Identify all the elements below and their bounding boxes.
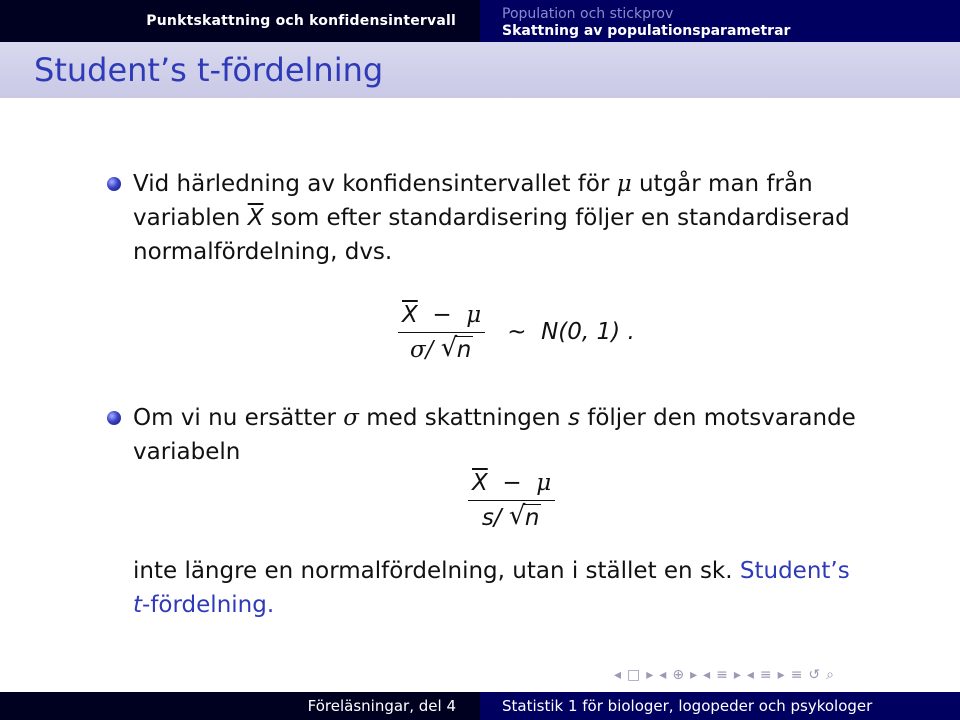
s-symbol: s — [567, 405, 580, 431]
text-segment: variablen — [133, 205, 241, 231]
text-segment: variabeln — [133, 439, 241, 465]
radical-icon: √ — [440, 333, 458, 363]
nav-next-icon[interactable]: ▸ — [646, 667, 654, 683]
nav-prev-icon[interactable]: ◂ — [703, 667, 711, 683]
formula-t-variable — [468, 470, 555, 531]
navigation-symbols — [614, 667, 834, 683]
bullet-2-continuation — [133, 554, 893, 622]
frame-title: Student’s t-fördelning — [34, 51, 384, 89]
bullet-1-line-3 — [133, 235, 893, 269]
fraction-denominator — [478, 501, 546, 531]
nav-subsection-icon[interactable]: ⊕ — [672, 667, 685, 683]
xbar-symbol: $\overline{X}$ — [402, 302, 418, 328]
t-symbol: t — [133, 592, 143, 618]
radical-icon: √ — [508, 501, 526, 531]
formula-standardized — [398, 302, 635, 363]
header-section[interactable]: Population och stickprov — [502, 5, 674, 22]
bullet-1-line-1 — [133, 167, 893, 201]
nav-prev-icon[interactable]: ◂ — [659, 667, 667, 683]
footer-right: Statistik 1 för biologer, logopeder och psykologer — [480, 692, 960, 720]
sqrt — [440, 333, 474, 363]
bullet-icon — [107, 411, 121, 425]
text-segment: utgår man från — [638, 171, 813, 197]
fraction-numerator — [468, 470, 555, 501]
header-subsection[interactable]: Skattning av populationsparametrar — [502, 22, 791, 39]
mu-symbol: μ — [536, 470, 552, 496]
bullet-2-line-2 — [133, 435, 893, 469]
nav-doc-icon[interactable]: ≡ — [759, 667, 772, 683]
mu-symbol: μ — [466, 302, 482, 328]
nav-search-icon[interactable]: ⌕ — [826, 667, 834, 683]
bullet-icon — [107, 177, 121, 191]
n-symbol: n — [524, 505, 540, 531]
n-symbol: n — [456, 337, 472, 363]
distributed-as-symbol: ∼ — [507, 319, 527, 345]
text-segment: som efter standardisering följer en standardiserad — [270, 205, 850, 231]
text-segment: normalfördelning, dvs. — [133, 239, 393, 265]
fraction-denominator — [406, 333, 477, 363]
text-segment: Om vi nu ersätter — [133, 405, 336, 431]
mu-symbol: μ — [616, 171, 632, 197]
xbar-symbol: $\overline{X}$ — [472, 470, 488, 496]
bullet-2-text — [133, 401, 893, 469]
minus-sign: − — [432, 302, 452, 328]
header-left[interactable] — [0, 0, 480, 42]
sqrt — [508, 501, 542, 531]
bullet-2-line-1 — [133, 401, 893, 435]
nav-frame-icon[interactable]: □ — [627, 667, 641, 683]
nav-prev-icon[interactable]: ◂ — [746, 667, 754, 683]
footer-left: Föreläsningar, del 4 — [0, 692, 480, 720]
nav-next-icon[interactable]: ▸ — [733, 667, 741, 683]
fraction — [398, 302, 485, 363]
text-segment: Vid härledning av konfidensintervallet för — [133, 171, 610, 197]
bullet-2-line-3 — [133, 554, 893, 588]
bullet-1-text — [133, 167, 893, 269]
nav-back-icon[interactable]: ↺ — [808, 667, 821, 683]
nav-section-icon[interactable]: ≡ — [716, 667, 728, 683]
nav-prev-icon[interactable]: ◂ — [614, 667, 622, 683]
fraction — [468, 470, 555, 531]
header-right — [480, 0, 960, 42]
bullet-1-line-2 — [133, 201, 893, 235]
nav-toc-icon[interactable]: ≡ — [790, 667, 803, 683]
text-segment: följer den motsvarande — [587, 405, 856, 431]
normal-distribution: N(0, 1) . — [541, 319, 635, 345]
sigma-symbol: σ — [343, 405, 359, 431]
s-symbol: s/ — [481, 505, 502, 531]
sigma-symbol: σ/ — [409, 337, 434, 363]
frame-title-bar — [0, 42, 960, 98]
text-segment: med skattningen — [366, 405, 561, 431]
xbar-symbol: $\overline{X}$ — [247, 205, 264, 231]
nav-next-icon[interactable]: ▸ — [777, 667, 785, 683]
text-segment: inte längre en normalfördelning, utan i stället en sk. — [133, 558, 733, 584]
footer-bar — [0, 692, 960, 720]
header-left-title[interactable]: Punktskattning och konfidensintervall — [146, 13, 456, 29]
nav-next-icon[interactable]: ▸ — [690, 667, 698, 683]
minus-sign: − — [502, 470, 522, 496]
bullet-2-line-4 — [133, 588, 893, 622]
highlight-term: -fördelning. — [142, 592, 275, 618]
highlight-term: Student’s — [739, 558, 850, 584]
header-bar — [0, 0, 960, 42]
fraction-numerator — [398, 302, 485, 333]
